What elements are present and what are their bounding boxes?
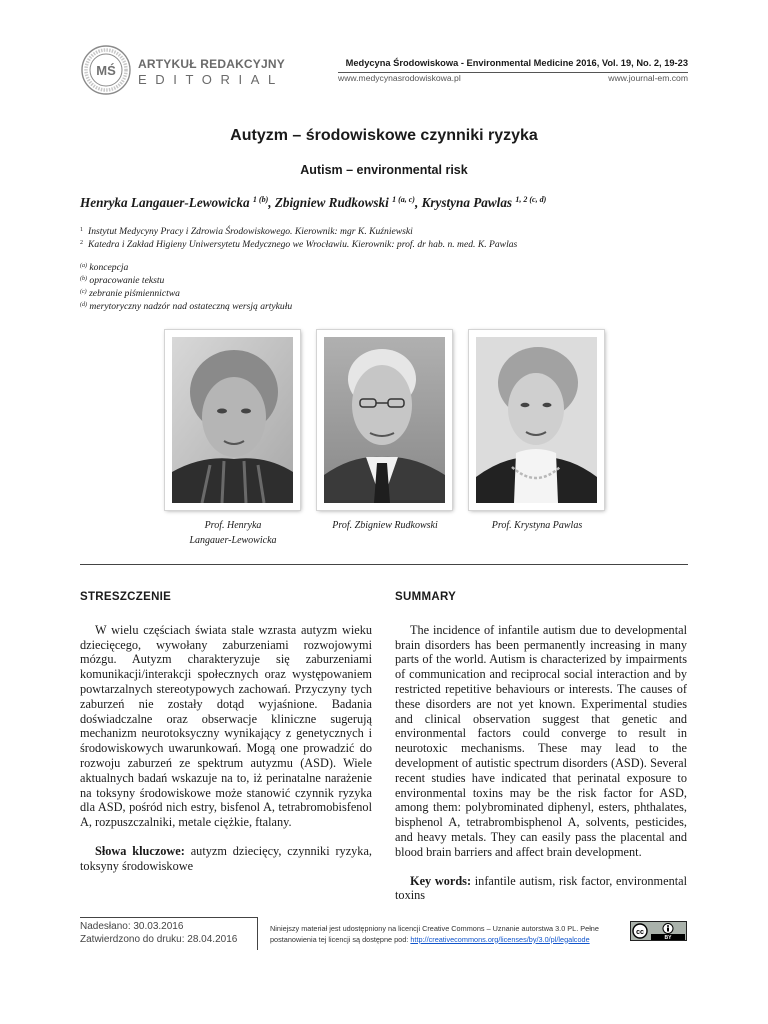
cc-by-label: BY: [664, 935, 672, 940]
author-marks: 1, 2 (c, d): [515, 195, 547, 204]
author-name: Henryka Langauer-Lewowicka: [80, 195, 250, 210]
contribution: $^{(d)}$ merytoryczny nadzór nad ostateczną wersją artykułu: [80, 301, 293, 312]
keywords: Słowa kluczowe: autyzm dziecięcy, czynniki ryzyka, toksyny środowiskowe: [80, 843, 372, 873]
abstract-heading: STRESZCZENIE: [80, 591, 172, 603]
author-marks: 1 (a, c): [392, 195, 415, 204]
keywords: Key words: infantile autism, risk factor, environmental toxins: [395, 873, 688, 903]
author-photo-langauer: [165, 330, 300, 510]
header-rule: [338, 72, 688, 73]
accepted-date: Zatwierdzono do druku: 28.04.2016: [80, 934, 238, 945]
author-name: Krystyna Pawlas: [421, 195, 513, 210]
authors-line: Henryka Langauer-Lewowicka $^{1 (b)}$, Zbigniew Rudkowski $^{1 (a, c)}$, Krystyna Pawlas $^{1, 2 (c, d)}$: [80, 195, 547, 210]
photo-caption: Prof. Zbigniew Rudkowski: [332, 520, 438, 531]
article-type-en: EDITORIAL: [138, 72, 284, 87]
author-photo-rudkowski: [317, 330, 452, 510]
contribution: $^{(c)}$ zebranie piśmiennictwa: [80, 288, 180, 299]
photo-caption: Prof. Henryka Langauer-Lewowicka: [189, 520, 277, 546]
author-name: Zbigniew Rudkowski: [274, 195, 389, 210]
affiliation: $^1$ Instytut Medycyny Pracy i Zdrowia Środowiskowego. Kierownik: mgr K. Kuźniewski: [80, 226, 413, 237]
author-photo-pawlas: [469, 330, 604, 510]
article-type-pl: ARTYKUŁ REDAKCYJNY: [138, 57, 285, 71]
journal-logo: [80, 44, 132, 96]
photo-caption: Prof. Krystyna Pawlas: [491, 520, 583, 531]
title-polish: Autyzm – środowiskowe czynniki ryzyka: [230, 127, 538, 144]
author-marks: 1 (b): [252, 195, 269, 204]
article-type: [138, 57, 285, 87]
journal-citation: Medycyna Środowiskowa - Environmental Medicine 2016, Vol. 19, No. 2, 19-23: [345, 58, 688, 68]
abstract-body: The incidence of infantile autism due to developmental brain disorders has been permanently increasing in many parts of the world. Autism is characterized by impairments of communication and reciprocal social interaction and by restricted repetitive behaviours or interests. The causes of these disorders are not yet known. Experimental studies and clinical observation suggest that genetic and environmental factors could converge to result in neurotoxic mechanisms. These may lead to the development of autistic spectrum disorders (ASD). Several recent studies have indicated that perinatal exposure to environmental toxins may be the risk factor for ASD, among them: polybrominated diphenyl, esters, phthalates, bisphenol A, tetrabrombisphenol A, solvents, pesticides, and heavy metals. They can easily pass the placental and blood brain barriers and affect brain development.: [395, 622, 687, 859]
journal-header: [338, 58, 688, 83]
affiliation: $^2$ Katedra i Zakład Higieny Uniwersytetu Medycznego we Wrocławiu. Kierownik: prof. dr hab. n. med. K. Pawlas: [80, 239, 518, 250]
article-dates: [80, 917, 258, 950]
abstract-polish: [80, 590, 372, 874]
cc-license-badge[interactable]: [630, 921, 687, 941]
abstract-english: [395, 590, 687, 903]
svg-text:cc: cc: [636, 928, 644, 936]
abstract-heading: SUMMARY: [395, 591, 457, 603]
logo-letters: MŚ: [96, 63, 116, 78]
journal-url-pl[interactable]: www.medycynasrodowiskowa.pl: [338, 73, 461, 83]
section-rule: [80, 564, 688, 565]
contribution: $^{(b)}$ opracowanie tekstu: [80, 275, 165, 286]
license-link[interactable]: http://creativecommons.org/licenses/by/3.0/pl/legalcode: [410, 934, 590, 944]
journal-url-en[interactable]: www.journal-em.com: [608, 73, 688, 83]
abstract-body: W wielu częściach świata stale wzrasta autyzm wieku dziecięcego, wywołany zaburzeniami rozwojowymi mózgu. Autyzm charakteryzuje się zaburzeniami komunikacji/interakcji społecznych oraz występowaniem powtarzalnych stereotypowych zachowań. Przyczyny tych zaburzeń nie zostały dotąd wyjaśnione. Badania doświadczalne oraz obserwacje kliniczne sugerują mechanizm neurotoksyczny wynikający z genetycznych i środowiskowych uwarunkowań. Mogą one prowadzić do rozwoju zaburzeń ze spektrum autyzmu (ASD). Wiele aktualnych badań wskazuje na to, iż perinatalne narażenie na toksyny środowiskowe może stanowić czynnik ryzyka dla ASD, pośród nich estry, bisfenol A, tetrabromobisfenol A, rozpuszczalniki, metale ciężkie, ftalany.: [80, 622, 372, 830]
title-english: Autism – environmental risk: [300, 163, 468, 177]
contribution: $^{(a)}$ koncepcja: [80, 262, 129, 273]
received-date: Nadesłano: 30.03.2016: [80, 921, 184, 932]
license-note: Niniejszy materiał jest udostępniony na licencji Creative Commons – Uznanie autorstwa 3.0 PL. Pełne postanowienia tej licencji są dostępne pod: http://creativecommons.org/licenses/by/3.0/pl/legalcode: [270, 924, 599, 944]
